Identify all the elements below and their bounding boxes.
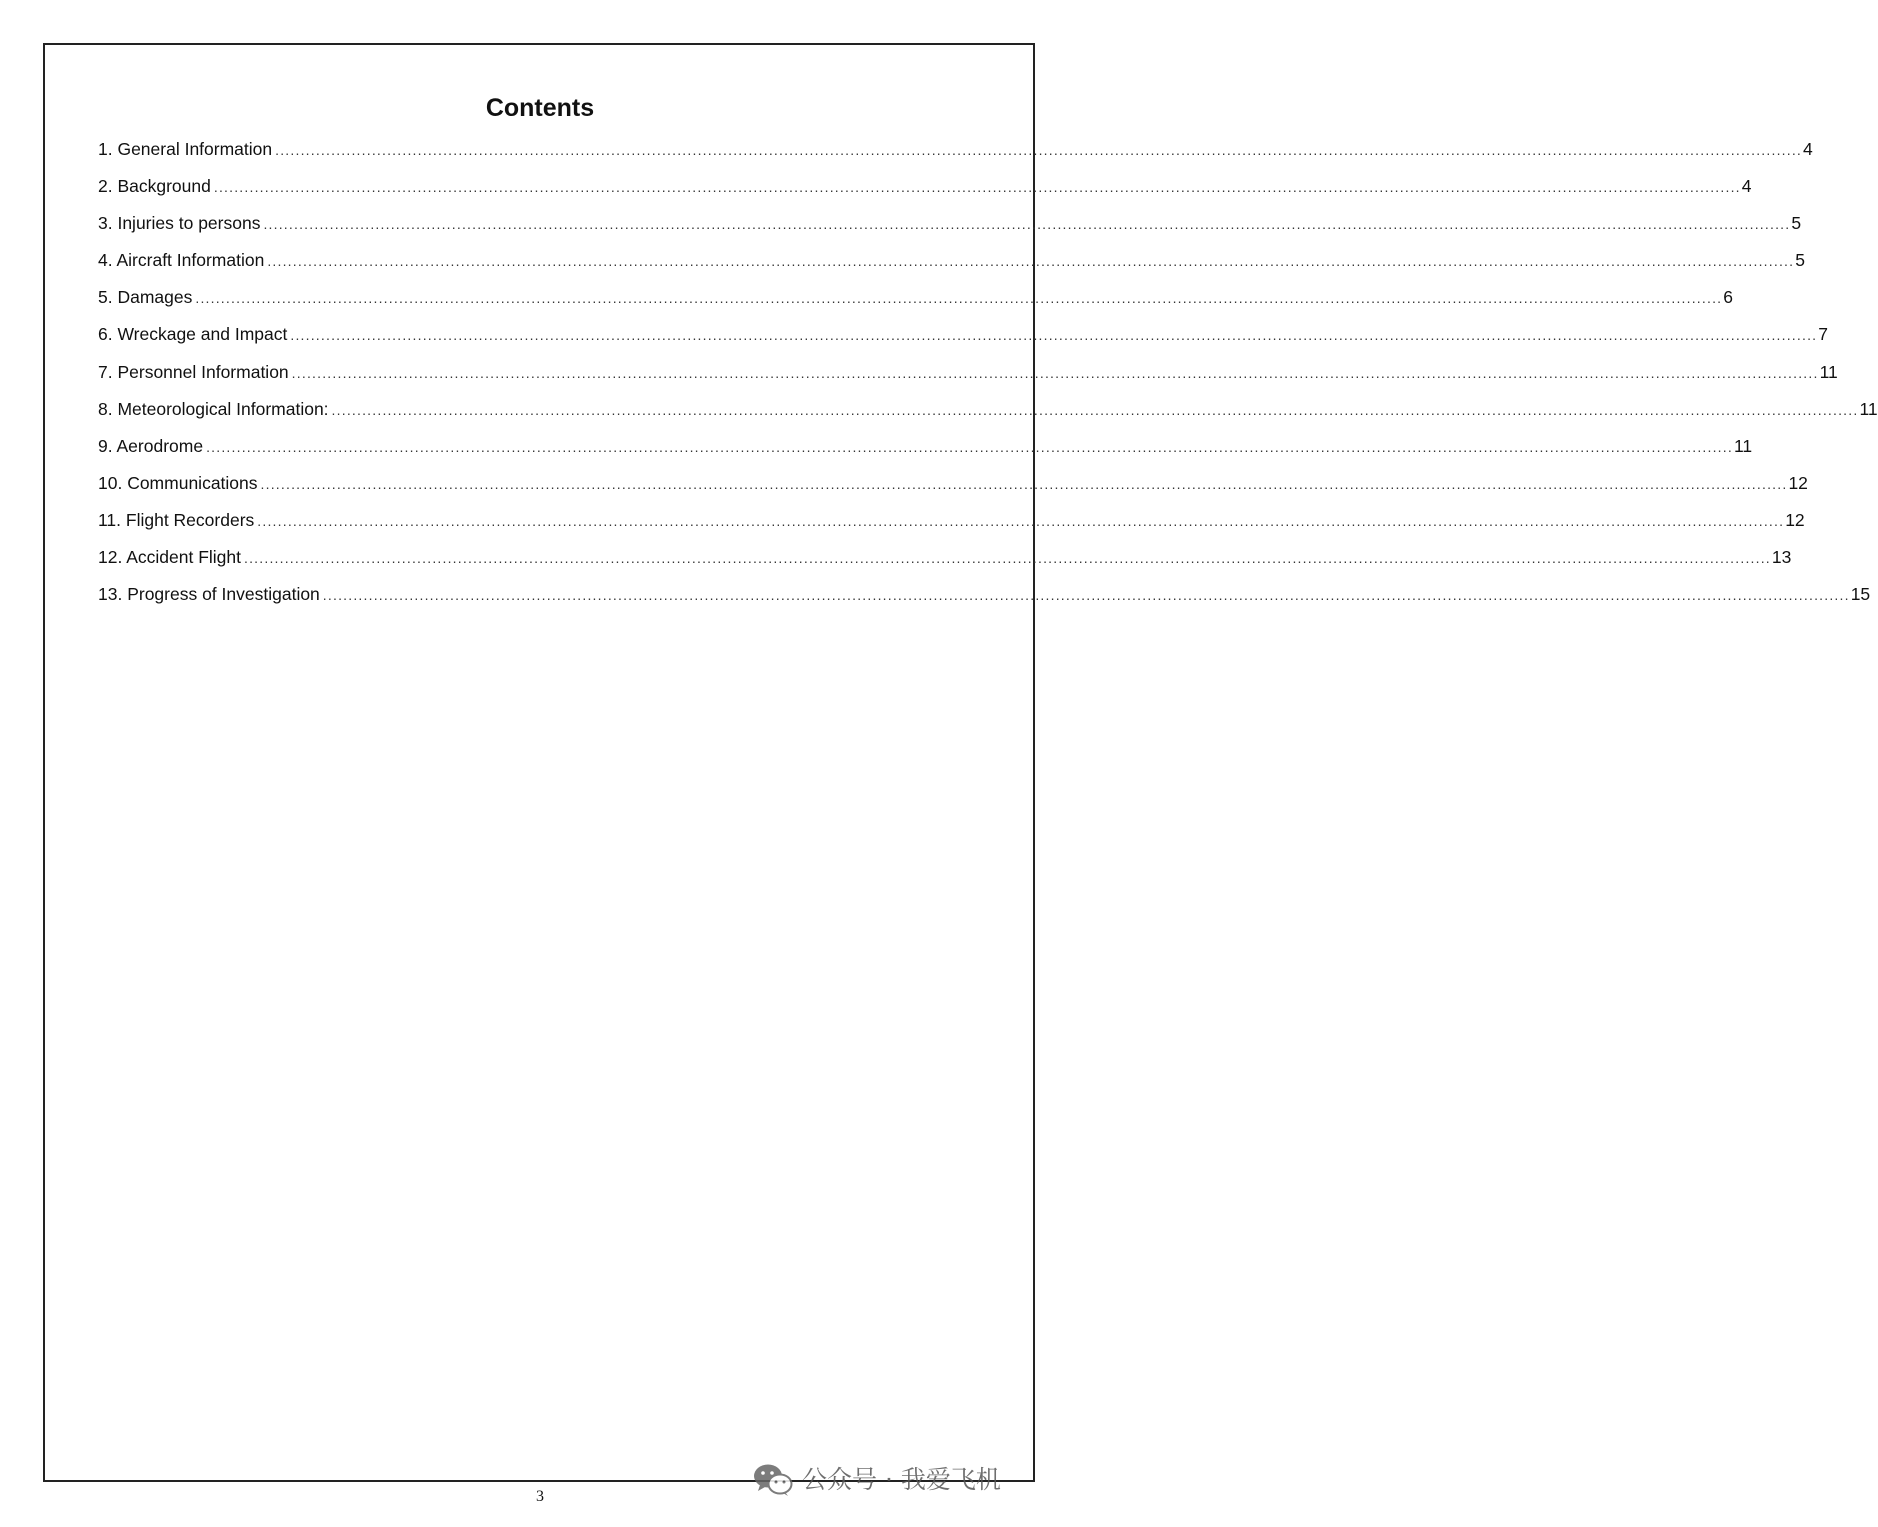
toc-entry-label: 6. Wreckage and Impact [98, 324, 288, 345]
toc-entry[interactable] [98, 321, 1828, 358]
toc-entry-page: 4 [1741, 176, 1752, 197]
toc-entry-page: 13 [1771, 547, 1792, 568]
toc-entry[interactable] [98, 173, 1752, 210]
toc-entry-page: 7 [1818, 324, 1828, 345]
toc-entry-page: 4 [1803, 139, 1813, 159]
toc-entry-label: 8. Meteorological Information: [98, 398, 329, 419]
dot-leader: ............................................................................................................................................................................................................................................................................................................ [290, 327, 1818, 344]
toc-entry[interactable] [98, 581, 1871, 618]
toc-entry[interactable] [98, 396, 1878, 433]
dot-leader: ............................................................................................................................................................................................................................................................................................................ [257, 512, 1785, 529]
dot-leader: ............................................................................................................................................................................................................................................................................................................ [267, 253, 1795, 270]
toc-entry-page: 12 [1785, 509, 1805, 530]
toc-entry-label: 7. Personnel Information [98, 361, 289, 382]
toc-entry[interactable] [98, 544, 1792, 581]
toc-entry-page: 11 [1733, 435, 1753, 456]
dot-leader: ............................................................................................................................................................................................................................................................................................................ [331, 401, 1859, 418]
toc-entry-page: 15 [1850, 584, 1871, 605]
page-number: 3 [536, 1488, 544, 1505]
watermark [752, 1460, 1001, 1500]
toc-entry-label: 13. Progress of Investigation [98, 584, 320, 605]
toc-entry-page: 11 [1819, 361, 1838, 382]
dot-leader: ............................................................................................................................................................................................................................................................................................................ [322, 587, 1850, 604]
toc-title: Contents [485, 94, 595, 122]
dot-leader: ............................................................................................................................................................................................................................................................................................................ [263, 216, 1791, 233]
toc-entry-label: 2. Background [98, 176, 211, 197]
toc-entry-label: 3. Injuries to persons [98, 213, 261, 234]
toc-entry-label: 10. Communications [98, 472, 258, 493]
toc-entry[interactable] [98, 284, 1733, 321]
toc-entry-page: 6 [1723, 287, 1733, 308]
toc-entry-page: 5 [1795, 250, 1805, 271]
toc-entry[interactable] [98, 210, 1802, 247]
dot-leader: ............................................................................................................................................................................................................................................................................................................ [260, 475, 1788, 492]
toc-entry[interactable] [98, 470, 1808, 507]
toc-entry-label: 9. Aerodrome [98, 435, 204, 456]
toc-list [98, 136, 1878, 618]
toc-entry[interactable] [98, 136, 1813, 173]
toc-entry[interactable] [98, 247, 1805, 284]
dot-leader: ............................................................................................................................................................................................................................................................................................................ [244, 550, 1771, 567]
toc-entry[interactable] [98, 507, 1805, 544]
dot-leader: ............................................................................................................................................................................................................................................................................................................ [291, 364, 1819, 381]
watermark-text: 公众号 · 我爱飞机 [802, 1465, 1001, 1494]
toc-entry-page: 12 [1788, 472, 1808, 493]
dot-leader: ............................................................................................................................................................................................................................................................................................................ [275, 142, 1803, 158]
dot-leader: ............................................................................................................................................................................................................................................................................................................ [206, 438, 1733, 455]
toc-entry-page: 11 [1859, 398, 1878, 419]
toc-entry-label: 1. General Information [98, 139, 273, 159]
toc-entry-label: 4. Aircraft Information [98, 250, 265, 271]
toc-entry-page: 5 [1791, 213, 1802, 234]
wechat-icon [752, 1462, 794, 1498]
toc-entry-label: 5. Damages [98, 287, 193, 308]
toc-entry-label: 12. Accident Flight [98, 547, 241, 568]
dot-leader: ............................................................................................................................................................................................................................................................................................................ [213, 179, 1741, 196]
toc-entry-label: 11. Flight Recorders [98, 509, 255, 530]
dot-leader: ............................................................................................................................................................................................................................................................................................................ [195, 290, 1723, 307]
toc-entry[interactable] [98, 359, 1838, 396]
toc-entry[interactable] [98, 433, 1753, 470]
